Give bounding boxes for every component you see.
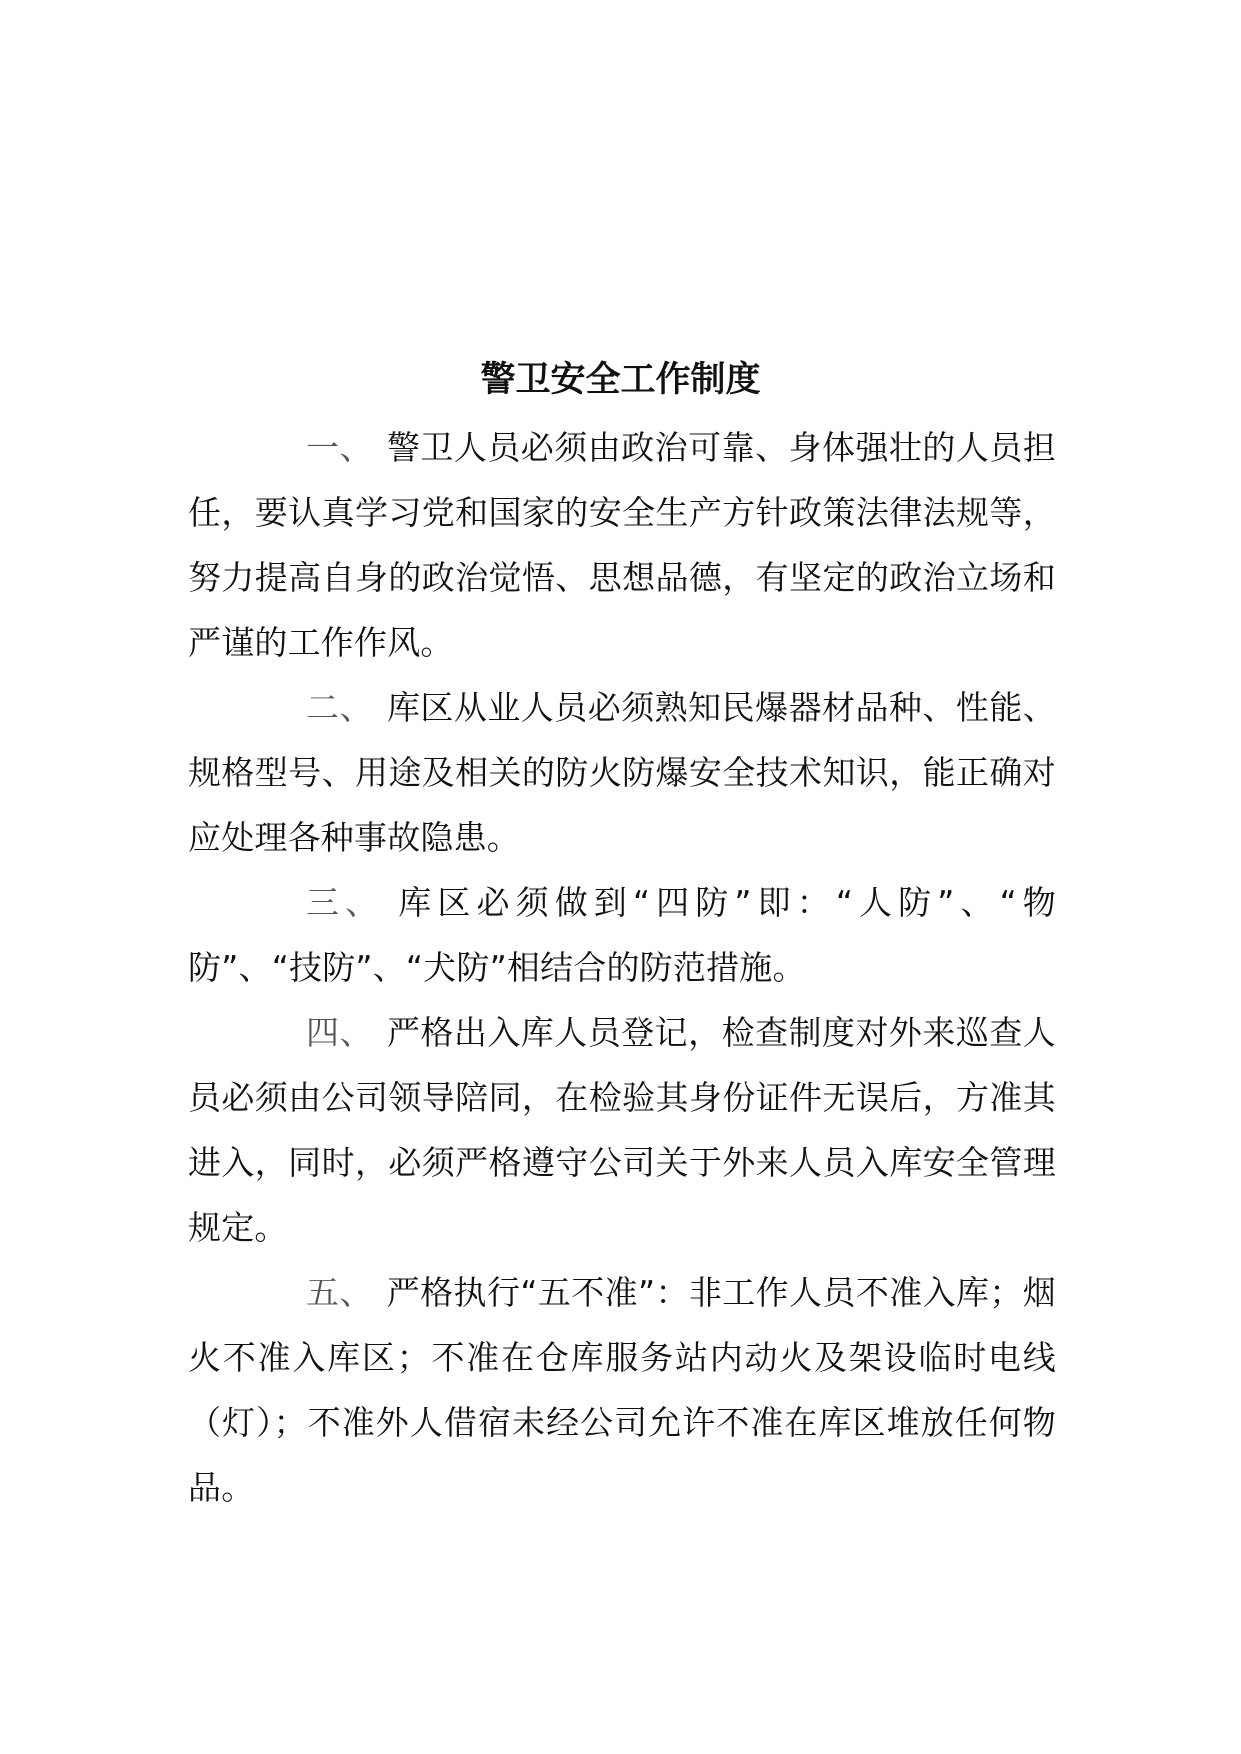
clause-3 xyxy=(188,870,1056,1000)
clause-4 xyxy=(188,1000,1056,1260)
clause-number: 四、 xyxy=(306,1013,373,1052)
clause-number: 五、 xyxy=(306,1273,373,1312)
clause-text: 库区必须做到“四防”即：“人防”、“物防”、“技防”、“犬防”相结合的防范措施。 xyxy=(188,883,1056,987)
clause-text: 严格出入库人员登记，检查制度对外来巡查人员必须由公司领导陪同，在检验其身份证件无误后，方准其进入，同时，必须严格遵守公司关于外来人员入库安全管理规定。 xyxy=(188,1013,1056,1247)
clause-text: 警卫人员必须由政治可靠、身体强壮的人员担任，要认真学习党和国家的安全生产方针政策法律法规等，努力提高自身的政治觉悟、思想品德，有坚定的政治立场和严谨的工作作风。 xyxy=(188,428,1056,662)
document-title: 警卫安全工作制度 xyxy=(480,360,761,400)
clause-text: 库区从业人员必须熟知民爆器材品种、性能、规格型号、用途及相关的防火防爆安全技术知识，能正确对应处理各种事故隐患。 xyxy=(188,688,1056,857)
clause-number: 三、 xyxy=(306,883,385,922)
clause-number: 一、 xyxy=(306,428,373,467)
clause-2 xyxy=(188,675,1056,870)
clause-number: 二、 xyxy=(306,688,373,727)
clause-text: 严格执行“五不准”：非工作人员不准入库；烟火不准入库区；不准在仓库服务站内动火及架设临时电线（灯）；不准外人借宿未经公司允许不准在库区堆放任何物品。 xyxy=(188,1273,1056,1507)
clause-5 xyxy=(188,1260,1056,1520)
clause-1 xyxy=(188,415,1056,675)
